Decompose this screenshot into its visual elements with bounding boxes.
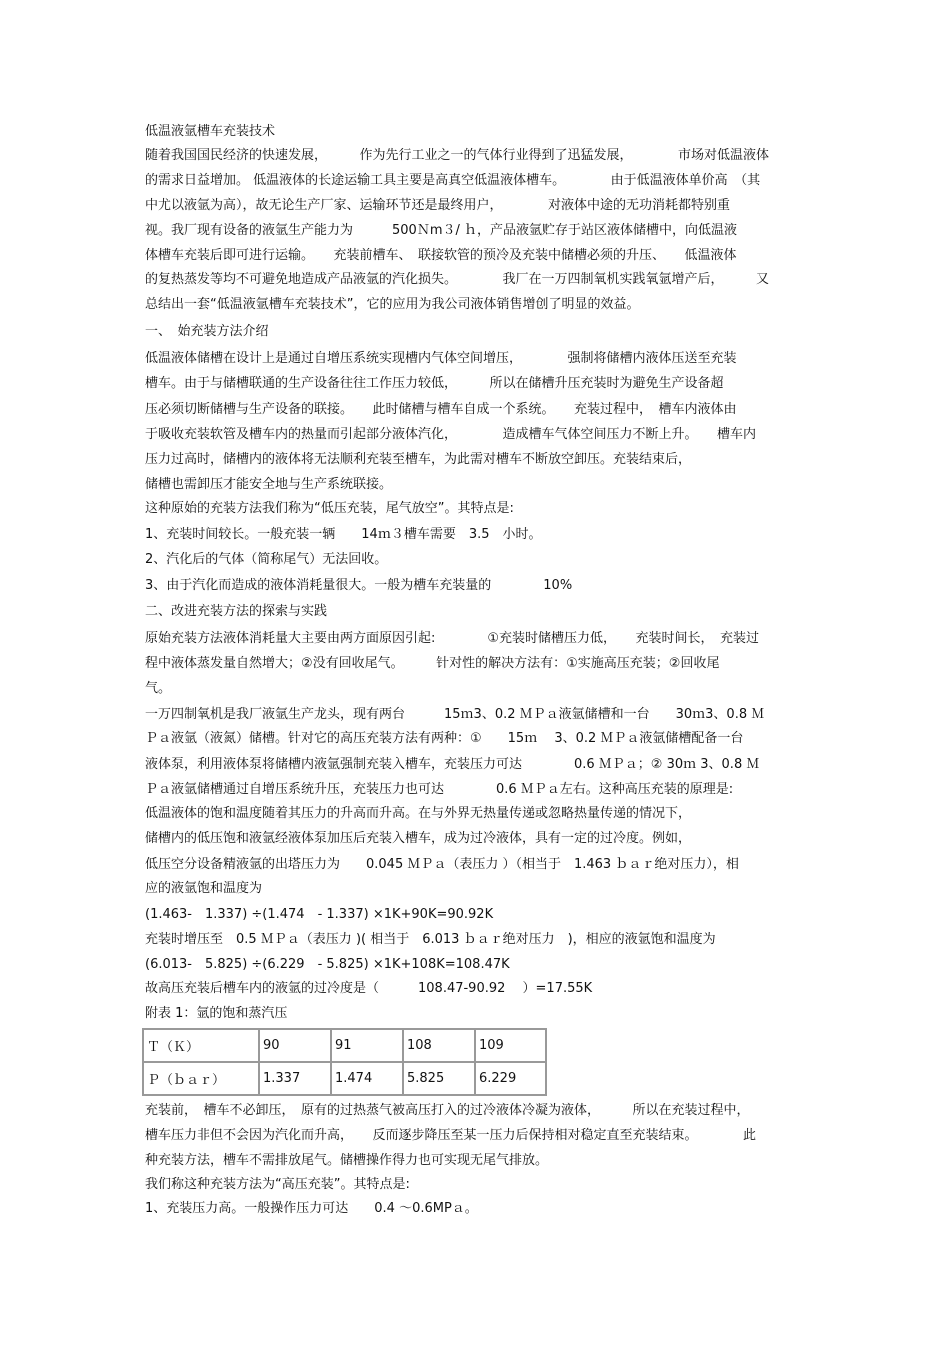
text-line: 槽车压力非但不会因为汽化而升高， 反而逐步降压至某一压力后保持相对稳定直至充装结束。 此	[145, 1128, 757, 1143]
text-line: 程中液体蒸发量自然增大；②没有回收尾气。 针对性的解决方法有：①实施高压充装；②回收尾	[145, 656, 720, 671]
formula-line: (6.013- 5.825) ÷(6.229 - 5.825) ×1K+108K=108.47K	[145, 957, 510, 972]
text-line: 原始充装方法液体消耗量大主要由两方面原因引起: ①充装时储槽压力低， 充装时间长， 充装过	[145, 631, 760, 646]
text-line: 储槽内的低压饱和液氩经液体泵加压后充装入槽车，成为过冷液体，具有一定的过冷度。例如，	[145, 831, 692, 846]
text-line: 压力过高时，储槽内的液体将无法顺利充装至槽车，为此需对槽车不断放空卸压。充装结束后，	[145, 452, 692, 467]
text-line: 充装前， 槽车不必卸压， 原有的过热蒸气被高压打入的过冷液体冷凝为液体， 所以在充装过程中，	[145, 1103, 750, 1118]
text-line: 中尤以液氩为高），故无论生产厂家、运输环节还是最终用户， 对液体中途的无功消耗都特别重	[145, 198, 731, 213]
text-line: Ｐａ液氩储槽通过自增压系统升压，充装压力也可达 0.6 ＭＰａ左右。这种高压充装的原理是:	[145, 782, 734, 797]
table-cell: 1.337	[259, 1062, 331, 1095]
table-cell: 91	[331, 1029, 403, 1062]
table-row	[143, 1062, 546, 1095]
text-line: 气。	[145, 681, 172, 696]
text-line: Ｐａ液氩（液氮）储槽。针对它的高压充装方法有两种：① 15ｍ 3、0.2 ＭＰａ液氩储槽配备一台	[145, 731, 744, 746]
table-cell: 109	[475, 1029, 546, 1062]
section-heading: 一、 始充装方法介绍	[145, 324, 269, 339]
text-line: 故高压充装后槽车内的液氩的过冷度是（ 108.47-90.92 ）=17.55K	[145, 981, 593, 996]
text-line: 我们称这种充装方法为“高压充装”。其特点是:	[145, 1177, 410, 1192]
text-line: 视。我厂现有设备的液氩生产能力为 500Ｎm３/ ｈ，产品液氩贮存于站区液体储槽中，向低温液	[145, 223, 737, 238]
list-item: 1、充装时间较长。一般充装一辆 14ｍ３槽车需要 3.5 小时。	[145, 527, 542, 542]
text-line: 充装时增压至 0.5 ＭＰａ（表压力 )( 相当于 6.013 ｂａｒ绝对压力 )，相应的液氩饱和温度为	[145, 932, 716, 947]
text-line: 于吸收充装软管及槽车内的热量而引起部分液体汽化， 造成槽车气体空间压力不断上升。 槽车内	[145, 427, 757, 442]
text-line: 低温液体的饱和温度随着其压力的升高而升高。在与外界无热量传递或忽略热量传递的情况下，	[145, 806, 692, 821]
text-line: 体槽车充装后即可进行运输。 充装前槽车、 联接软管的预冷及充装中储槽必须的升压、 低温液体	[145, 248, 737, 263]
text-line: 的需求日益增加。 低温液体的长途运输工具主要是高真空低温液体槽车。 由于低温液体单价高 （其	[145, 173, 761, 188]
text-line: 种充装方法，槽车不需排放尾气。储槽操作得力也可实现无尾气排放。	[145, 1153, 549, 1168]
table-caption: 附表 1：氩的饱和蒸汽压	[145, 1006, 288, 1021]
text-line: 这种原始的充装方法我们称为“低压充装，尾气放空”。其特点是:	[145, 501, 514, 516]
table-cell: 6.229	[475, 1062, 546, 1095]
text-line: 低温液体储槽在设计上是通过自增压系统实现槽内气体空间增压， 强制将储槽内液体压送至充装	[145, 351, 737, 366]
list-item: 1、充装压力高。一般操作压力可达 0.4 ～0.6MPａ。	[145, 1201, 478, 1216]
section-heading: 二、改进充装方法的探索与实践	[145, 604, 328, 619]
text-line: 随着我国国民经济的快速发展， 作为先行工业之一的气体行业得到了迅猛发展， 市场对低温液体	[145, 148, 770, 163]
text-line: 压必须切断储槽与生产设备的联接。 此时储槽与槽车自成一个系统。 充装过程中， 槽车内液体由	[145, 402, 737, 417]
text-line: 一万四制氧机是我厂液氩生产龙头，现有两台 15ｍ3、0.2 ＭＰａ液氩储槽和一台 30ｍ3、0.8 Ｍ	[145, 707, 765, 722]
list-item: 2、汽化后的气体（简称尾气）无法回收。	[145, 552, 388, 567]
text-line: 液体泵，利用液体泵将储槽内液氩强制充装入槽车，充装压力可达 0.6 ＭＰａ；② 30ｍ 3、0.8 Ｍ	[145, 757, 760, 772]
table-cell: Ｔ（Ｋ）	[143, 1029, 259, 1062]
saturation-pressure-table	[142, 1028, 547, 1096]
text-line: 低压空分设备精液氩的出塔压力为 0.045 ＭＰａ（表压力 ）（相当于 1.463 ｂａｒ绝对压力），相	[145, 857, 739, 872]
table-cell: 1.474	[331, 1062, 403, 1095]
list-item: 3、由于汽化而造成的液体消耗量很大。一般为槽车充装量的 10%	[145, 578, 573, 593]
document-title: 低温液氩槽车充装技术	[145, 124, 276, 139]
table-cell: 108	[403, 1029, 475, 1062]
text-line: 的复热蒸发等均不可避免地造成产品液氩的汽化损失。 我厂在一万四制氧机实践氧氩增产后， 又	[145, 272, 770, 287]
text-line: 应的液氩饱和温度为	[145, 881, 263, 896]
table-cell: Ｐ（ｂａｒ）	[143, 1062, 259, 1095]
formula-line: (1.463- 1.337) ÷(1.474 - 1.337) ×1K+90K=90.92K	[145, 907, 494, 922]
table-cell: 5.825	[403, 1062, 475, 1095]
text-line: 槽车。由于与储槽联通的生产设备往往工作压力较低， 所以在储槽升压充装时为避免生产设备超	[145, 376, 724, 391]
table-row	[143, 1029, 546, 1062]
table-cell: 90	[259, 1029, 331, 1062]
text-line: 储槽也需卸压才能安全地与生产系统联接。	[145, 477, 393, 492]
text-line: 总结出一套“低温液氩槽车充装技术”，它的应用为我公司液体销售增创了明显的效益。	[145, 297, 640, 312]
